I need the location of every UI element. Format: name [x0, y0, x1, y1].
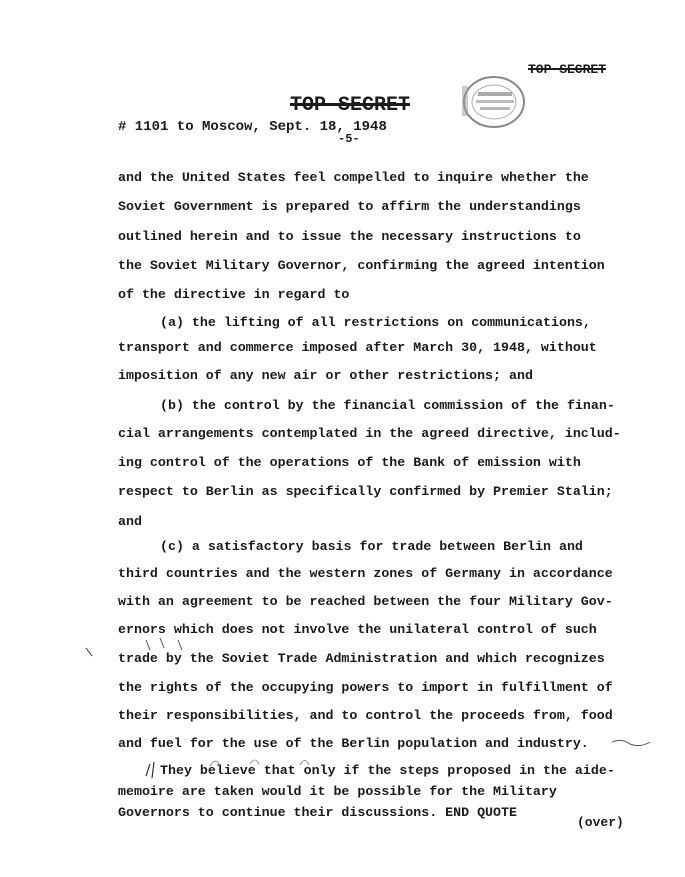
- body-line: imposition of any new air or other restrictions; and: [118, 368, 533, 383]
- body-line: and: [118, 514, 142, 529]
- body-line: the rights of the occupying powers to import in fulfillment of: [118, 680, 613, 695]
- body-line: cial arrangements contemplated in the agreed directive, includ-: [118, 426, 621, 441]
- body-line: They believe that only if the steps proposed in the aide-: [160, 763, 615, 778]
- body-line: of the directive in regard to: [118, 287, 350, 302]
- top-secret-stamp-crossed: TOP SECRET: [528, 62, 607, 77]
- body-line: transport and commerce imposed after March 30, 1948, without: [118, 340, 597, 355]
- body-line: ing control of the operations of the Bank of emission with: [118, 455, 581, 470]
- archive-seal-stamp: [458, 72, 528, 130]
- page-number: -5-: [338, 132, 360, 146]
- body-line: (b) the control by the financial commission of the finan-: [160, 398, 615, 413]
- body-line: outlined herein and to issue the necessary instructions to: [118, 229, 581, 244]
- body-line: with an agreement to be reached between the four Military Gov-: [118, 594, 613, 609]
- body-line: respect to Berlin as specifically confirmed by Premier Stalin;: [118, 484, 613, 499]
- body-line: and the United States feel compelled to inquire whether the: [118, 170, 589, 185]
- continuation-note: (over): [577, 815, 624, 830]
- body-line: and fuel for the use of the Berlin population and industry.: [118, 736, 589, 751]
- body-line: third countries and the western zones of Germany in accordance: [118, 566, 613, 581]
- body-line: ernors which does not involve the unilateral control of such: [118, 622, 597, 637]
- body-line: the Soviet Military Governor, confirming the agreed intention: [118, 258, 605, 273]
- body-line: trade by the Soviet Trade Administration and which recognizes: [118, 651, 605, 666]
- telegram-reference: # 1101 to Moscow, Sept. 18, 1948: [118, 119, 387, 135]
- body-line: Governors to continue their discussions. END QUOTE: [118, 805, 517, 820]
- body-line: Soviet Government is prepared to affirm the understandings: [118, 199, 581, 214]
- top-secret-heading-crossed: TOP SECRET: [290, 94, 411, 117]
- body-line: memoire are taken would it be possible for the Military: [118, 784, 557, 799]
- body-line: (a) the lifting of all restrictions on communications,: [160, 315, 591, 330]
- body-line: (c) a satisfactory basis for trade between Berlin and: [160, 539, 583, 554]
- body-line: their responsibilities, and to control the proceeds from, food: [118, 708, 613, 723]
